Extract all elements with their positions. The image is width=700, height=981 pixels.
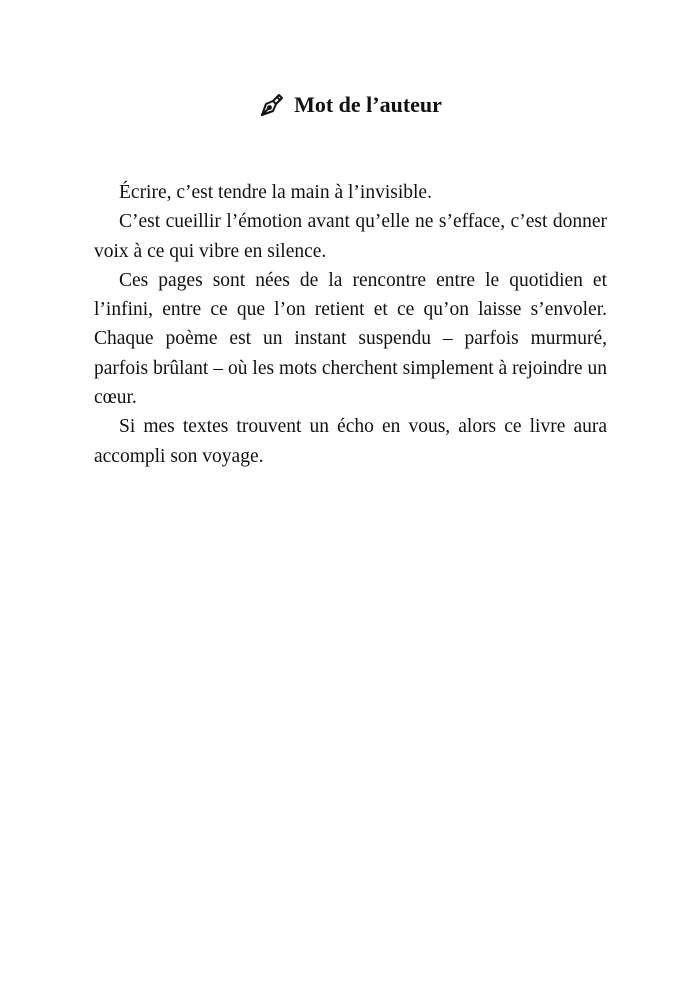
- paragraph: Si mes textes trouvent un écho en vous, alors ce livre aura accompli son voyage.: [94, 416, 607, 467]
- fountain-pen-icon: [258, 91, 286, 119]
- page-title: Mot de l’auteur: [294, 92, 442, 117]
- body-text: [94, 178, 607, 471]
- title-row: [0, 88, 700, 122]
- paragraph: C’est cueillir l’émotion avant qu’elle ne s’efface, c’est donner voix à ce qui vibre en silence.: [94, 211, 607, 262]
- paragraph: Ces pages sont nées de la rencontre entre le quotidien et l’infini, entre ce que l’on retient et ce qu’on laisse s’envoler. Chaque poème est un instant suspendu – parfois murmuré, parfois brûlant – où les mots cherchent simplement à rejoindre un cœur.: [94, 269, 607, 409]
- paragraph: Écrire, c’est tendre la main à l’invisible.: [119, 182, 432, 203]
